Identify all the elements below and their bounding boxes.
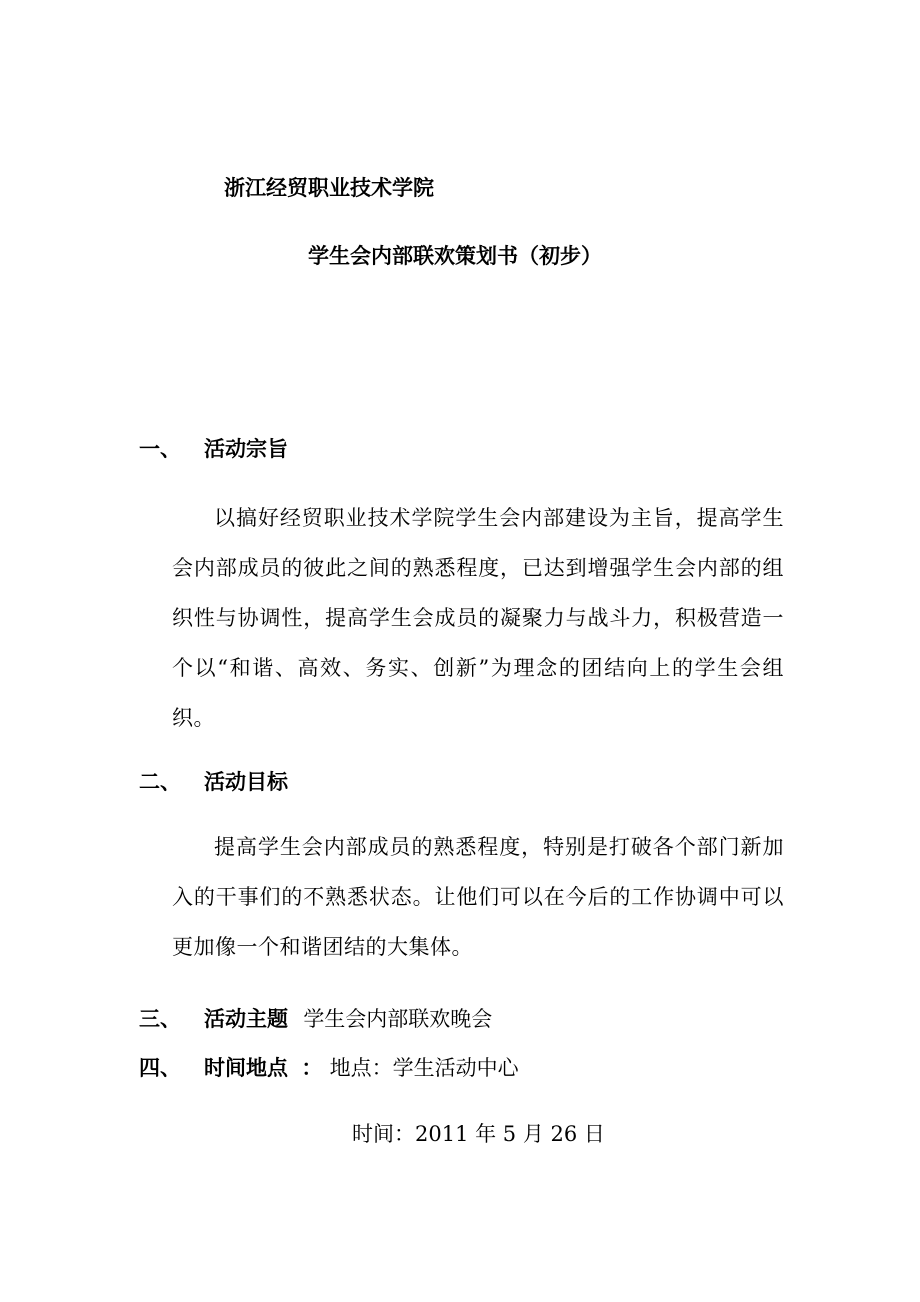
section-4-separator: ： <box>301 1055 323 1080</box>
document-title: 学生会内部联欢策划书（初步） <box>308 243 602 268</box>
section-3-theme-value: 学生会内部联欢晚会 <box>303 1007 493 1031</box>
section-3-title-text: 活动主题 <box>204 1006 288 1031</box>
section-4-location-value: 地点：学生活动中心 <box>329 1056 519 1080</box>
section-3-title <box>204 1003 492 1033</box>
section-2-number: 二、 <box>139 769 181 794</box>
section-1-title: 活动宗旨 <box>204 436 288 461</box>
section-2-body: 提高学生会内部成员的熟悉程度，特别是打破各个部门新加入的干事们的不熟悉状态。让他们可以在今后的工作协调中可以更加像一个和谐团结的大集体。 <box>172 835 784 959</box>
section-1-body: 以搞好经贸职业技术学院学生会内部建设为主旨，提高学生会内部成员的彼此之间的熟悉程度，已达到增强学生会内部的组织性与协调性，提高学生会成员的凝聚力与战斗力，积极营造一个以“和谐、高效、务实、创新”为理念的团结向上的学生会组织。 <box>172 506 784 730</box>
section-1-number: 一、 <box>139 436 181 461</box>
section-4-title <box>204 1052 519 1082</box>
section-2-title: 活动目标 <box>204 769 288 794</box>
section-3-number: 三、 <box>139 1006 181 1031</box>
section-4-number: 四、 <box>139 1055 181 1080</box>
school-name: 浙江经贸职业技术学院 <box>224 175 434 200</box>
section-4-title-text: 时间地点 <box>204 1055 288 1080</box>
time-line: 时间：2011 年 5 月 26 日 <box>352 1122 605 1146</box>
